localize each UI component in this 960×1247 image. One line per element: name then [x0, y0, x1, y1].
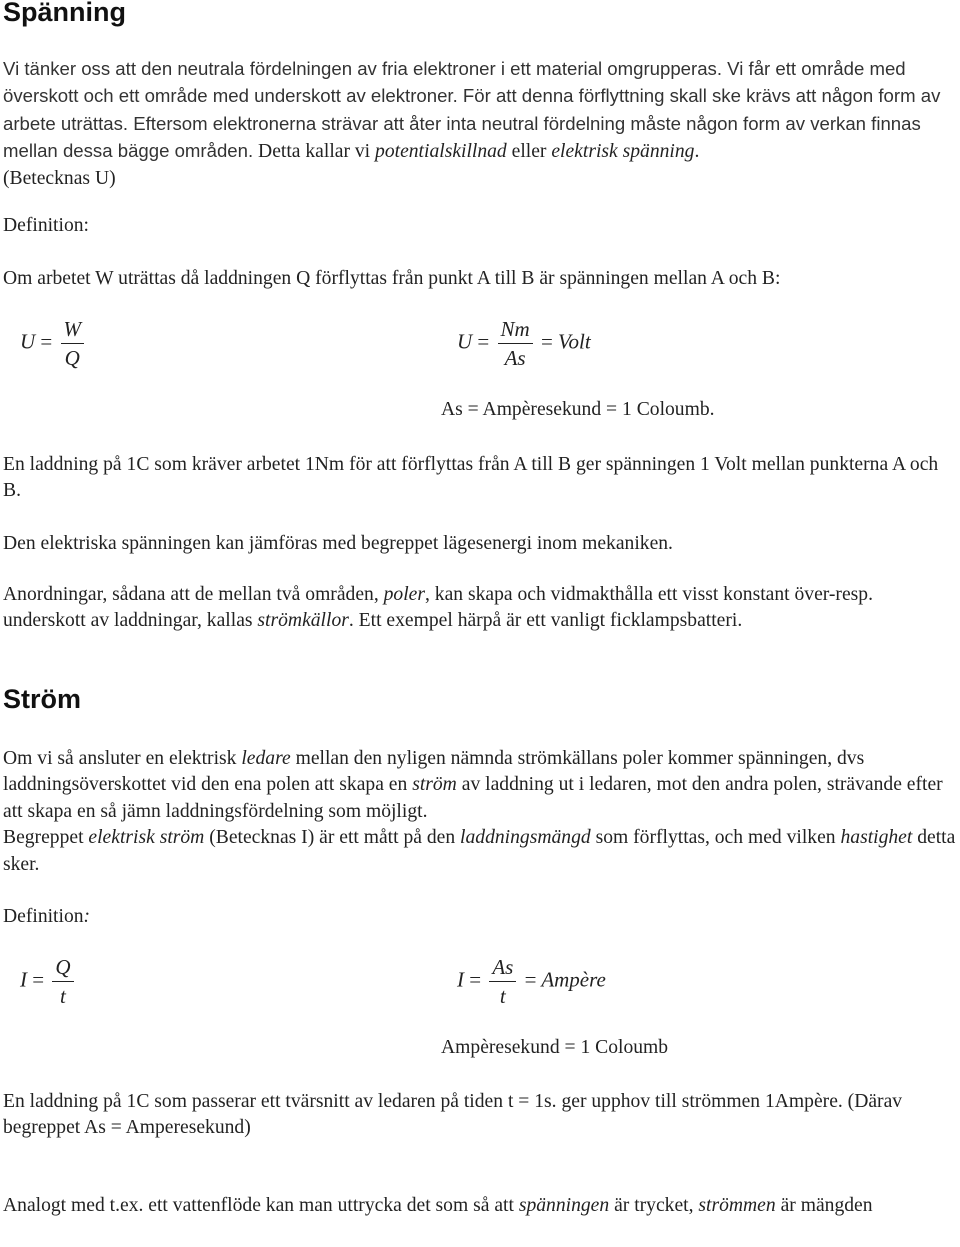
term-stromkallor: strömkällor — [257, 610, 349, 632]
intro-end: . — [694, 141, 700, 163]
definition-word: Definition — [3, 906, 84, 927]
strom-text-6: som förflyttas, och med vilken — [590, 827, 841, 849]
eq-lhs: U — [20, 329, 36, 354]
numerator: W — [61, 317, 85, 344]
term-strom: ström — [412, 774, 457, 796]
paragraph-example-strom: En laddning på 1C som passerar ett tvärsnitt av ledaren på tiden t = 1s. ger upphov till strömmen 1Ampère. (Därav begreppet As = Amperesekund) — [3, 1091, 903, 1139]
eq-equals: = — [32, 967, 45, 992]
eq-lhs: U — [457, 329, 473, 354]
denominator: t — [60, 984, 66, 1008]
analogy-text-2: är trycket, — [609, 1195, 699, 1216]
fraction — [52, 955, 73, 1008]
intro-or: eller — [506, 141, 552, 163]
fraction — [498, 317, 533, 370]
strom-text-1: Om vi så ansluter en elektrisk — [3, 748, 242, 769]
eq-equals: = — [469, 967, 482, 992]
definition-colon: : — [83, 906, 91, 927]
formula-u-nm-as-volt: U = $\frac{Nm}{As}$ = Volt — [457, 317, 591, 370]
eq-rhs: Volt — [558, 329, 591, 354]
sources-text-1: Anordningar, sådana att de mellan två områden, — [3, 584, 384, 605]
strom-text-4: Begreppet — [3, 827, 89, 849]
term-ledare: ledare — [241, 748, 291, 769]
denominator: Q — [64, 346, 80, 370]
term-poler: poler — [383, 584, 425, 605]
formula-i-as-t-ampere: I = $\frac{As}{t}$ = Ampère — [457, 955, 606, 1008]
term-strommen: strömmen — [698, 1195, 776, 1216]
unit-note-as: As = Ampèresekund = 1 Coloumb. — [441, 399, 715, 420]
strom-text-2: mellan den nyligen nämnda strömkällans poler kommer spänningen, dvs laddningsöverskottet vid den ena polen att skapa en — [3, 748, 865, 796]
term-laddningsmangd: laddningsmängd — [460, 827, 591, 849]
paragraph-intro — [3, 56, 958, 192]
strom-text-3: av laddning ut i ledaren, mot den andra polen, strävande efter att skapa en så jämn laddningsfördelning som möjligt. — [3, 774, 943, 822]
numerator: Nm — [498, 317, 533, 344]
formula-i-q-t — [20, 955, 77, 1008]
term-potentialskillnad: potentialskillnad — [375, 141, 507, 163]
definition-text-spanning: Om arbetet W uträttas då laddningen Q förflyttas från punkt A till B är spänningen mellan A och B: — [3, 268, 781, 289]
intro-sentence-1: Vi tänker oss att den neutrala fördelningen av fria elektroner i ett material omgrupperas. Vi får ett område med överskott och ett område med underskott av elektroner. För att denna förflyttning skall ske krävs att någon form av arbete uträttas. — [3, 58, 941, 134]
paragraph-example-spanning: En laddning på 1C som kräver arbetet 1Nm för att förflyttas från A till B ger spänningen 1 Volt mellan punkterna A och B. — [3, 454, 939, 502]
numerator: As — [489, 955, 516, 982]
unit-note-ampere: Ampèresekund = 1 Coloumb — [441, 1037, 669, 1058]
sources-text-3: . Ett exempel härpå är ett vanligt ficklampsbatteri. — [348, 610, 743, 632]
fraction — [489, 955, 516, 1008]
intro-sentence-3: Detta kallar vi — [253, 141, 376, 163]
eq-equals: = — [477, 329, 490, 354]
strom-text-5: (Betecknas I) är ett mått på den — [204, 827, 461, 849]
sources-text-2: , kan skapa och vidmakthålla ett visst konstant över-resp. underskott av laddningar, kallas — [3, 584, 873, 632]
eq-rhs: Ampère — [541, 967, 606, 992]
heading-strom: Ström — [3, 684, 82, 714]
definition-label-spanning: Definition: — [3, 215, 89, 236]
term-spanningen: spänningen — [518, 1195, 610, 1216]
analogy-text-1: Analogt med t.ex. ett vattenflöde kan man uttrycka det som så att — [3, 1195, 519, 1216]
analogy-text-3: är mängden — [775, 1195, 873, 1216]
paragraph-analogy — [3, 1193, 958, 1219]
paragraph-sources — [3, 582, 958, 635]
heading-spanning: Spänning — [3, 0, 126, 27]
denominator: t — [499, 984, 506, 1008]
strom-text-7: detta sker. — [3, 827, 956, 875]
numerator: Q — [52, 955, 73, 982]
definition-label-strom — [3, 904, 90, 930]
paragraph-strom-intro — [3, 746, 958, 878]
term-elektrisk-spanning: elektrisk spänning — [551, 141, 695, 163]
denominator: As — [504, 346, 526, 370]
formula-u-w-q — [20, 317, 87, 370]
fraction — [61, 317, 85, 370]
paragraph-comparison: Den elektriska spänningen kan jämföras med begreppet lägesenergi inom mekaniken. — [3, 533, 673, 554]
eq-lhs: I — [457, 967, 464, 992]
term-elektrisk-strom: elektrisk ström — [88, 827, 205, 849]
notation-u: (Betecknas U) — [3, 167, 116, 189]
term-hastighet: hastighet — [840, 827, 913, 849]
eq-lhs: I — [20, 967, 27, 992]
eq-equals: = — [40, 329, 53, 354]
intro-sentence-2: Eftersom elektronerna strävar att åter inta neutral fördelning måste någon form av verkan finnas mellan dessa bägge områden. — [3, 112, 921, 162]
